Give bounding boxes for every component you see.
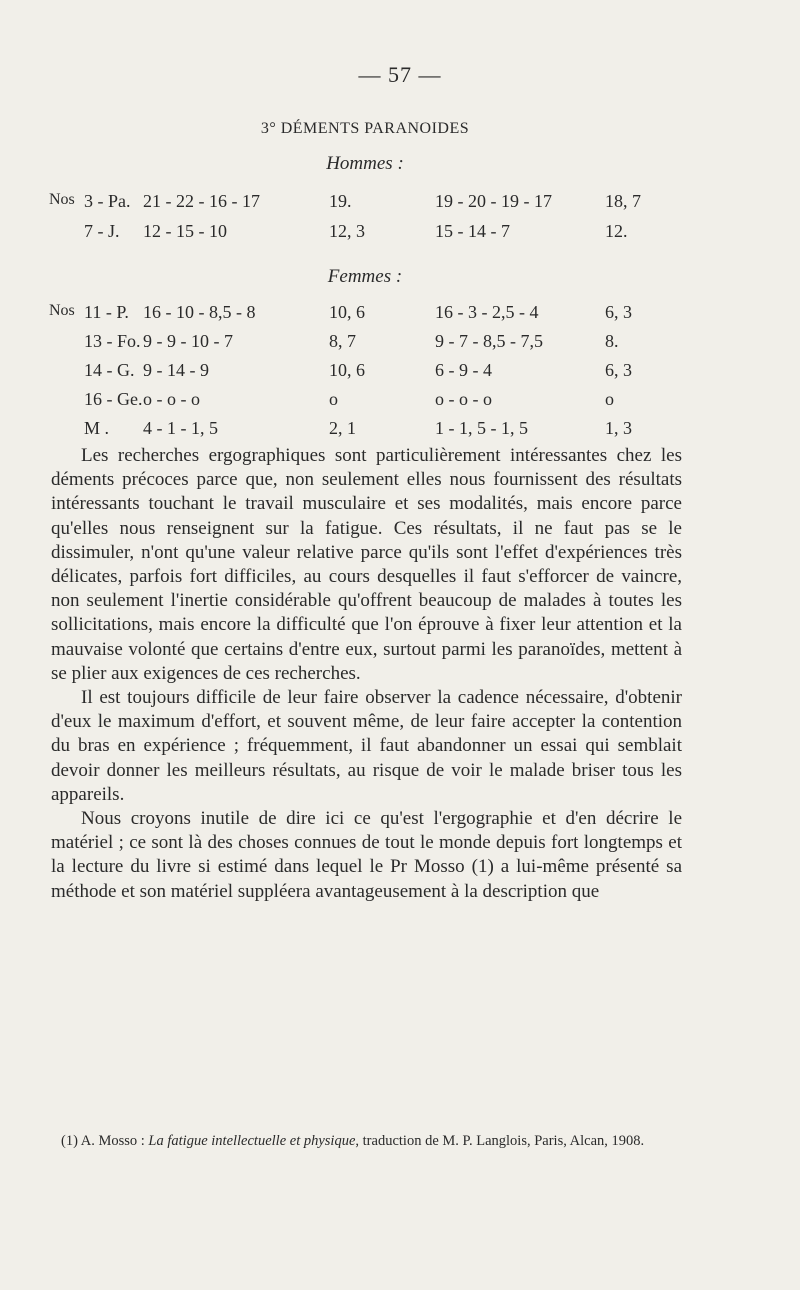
series-1: 9 - 9 - 10 - 7 xyxy=(143,331,233,351)
mean-1: 10, 6 xyxy=(329,302,365,322)
table-row xyxy=(0,302,800,326)
series-1: 4 - 1 - 1, 5 xyxy=(143,418,218,438)
series-2: 15 - 14 - 7 xyxy=(435,221,510,241)
hommes-heading: Hommes : xyxy=(326,153,404,174)
patient-id: 16 - Ge. xyxy=(84,389,143,409)
femmes-heading: Femmes : xyxy=(327,266,403,287)
mean-2: 6, 3 xyxy=(605,360,632,380)
series-1: 9 - 14 - 9 xyxy=(143,360,209,380)
row-prefix: Nos xyxy=(49,191,75,208)
patient-id: M . xyxy=(84,418,110,438)
series-1: 12 - 15 - 10 xyxy=(143,221,227,241)
patient-id: 7 - J. xyxy=(84,221,120,241)
table-row xyxy=(0,418,800,442)
footnote-marker: (1) A. Mosso : xyxy=(61,1133,149,1149)
patient-id: 14 - G. xyxy=(84,360,135,380)
table-row xyxy=(0,331,800,355)
series-2: 6 - 9 - 4 xyxy=(435,360,492,380)
series-1: o - o - o xyxy=(143,389,200,409)
mean-2: 8. xyxy=(605,331,619,351)
section-title: 3° DÉMENTS PARANOIDES xyxy=(260,120,470,137)
paragraph: Les recherches ergographiques sont particulièrement intéressantes chez les déments précoces parce que, non seulement elles nous fournissent des résultats intéressants touchant le travail musculaire et ses modalités, mais encore parce qu'elles nous renseignent sur la fatigue. Ces résultats, il ne faut pas se le dissimuler, n'ont qu'une valeur relative parce qu'ils sont l'effet d'expériences très délicates, parfois fort difficiles, au cours desquelles il faut s'efforcer de vaincre, non seulement l'inertie considérable qu'offrent beaucoup de malades à toutes les sollicitations, mais encore la difficulté que l'on éprouve à fixer leur attention et la mauvaise volonté que certains d'entre eux, surtout parmi les paranoïdes, mettent à se plier aux exigences de ces recherches. xyxy=(51,445,682,684)
mean-2: o xyxy=(605,389,614,409)
mean-1: 19. xyxy=(329,191,352,211)
patient-id: 3 - Pa. xyxy=(84,191,131,211)
page-number: — 57 — xyxy=(358,62,442,87)
footnote-title: La fatigue intellectuelle et physique xyxy=(148,1133,356,1149)
mean-1: 8, 7 xyxy=(329,331,356,351)
table-row xyxy=(0,360,800,384)
patient-id: 11 - P. xyxy=(84,302,129,322)
paragraph: Nous croyons inutile de dire ici ce qu'est l'ergographie et d'en décrire le matériel ; ce sont là des choses connues de tout le monde depuis fort longtemps et la lecture du livre si estimé dans lequel le Pr Mosso (1) a lui-même présenté sa méthode et son matériel suppléera avantageusement à la description que xyxy=(51,808,682,902)
mean-2: 12. xyxy=(605,221,628,241)
series-2: o - o - o xyxy=(435,389,492,409)
mean-2: 6, 3 xyxy=(605,302,632,322)
series-1: 21 - 22 - 16 - 17 xyxy=(143,191,260,211)
series-2: 1 - 1, 5 - 1, 5 xyxy=(435,418,528,438)
patient-id: 13 - Fo. xyxy=(84,331,141,351)
mean-1: o xyxy=(329,389,338,409)
series-2: 16 - 3 - 2,5 - 4 xyxy=(435,302,539,322)
body-text xyxy=(51,444,682,904)
footnote-rest: , traduction de M. P. Langlois, Paris, Alcan, 1908. xyxy=(355,1133,645,1149)
mean-2: 18, 7 xyxy=(605,191,641,211)
paragraph: Il est toujours difficile de leur faire observer la cadence nécessaire, d'obtenir d'eux le maximum d'effort, et souvent même, de leur faire accepter la contention du bras en expérience ; fréquemment, il faut abandonner un essai qui semblait devoir donner les meilleurs résultats, au risque de voir le malade briser tous les appareils. xyxy=(51,687,682,805)
row-prefix: Nos xyxy=(49,302,75,319)
mean-1: 10, 6 xyxy=(329,360,365,380)
table-row xyxy=(0,389,800,413)
series-2: 9 - 7 - 8,5 - 7,5 xyxy=(435,331,543,351)
table-row xyxy=(0,221,800,245)
mean-1: 12, 3 xyxy=(329,221,365,241)
mean-2: 1, 3 xyxy=(605,418,632,438)
series-1: 16 - 10 - 8,5 - 8 xyxy=(143,302,256,322)
table-row xyxy=(0,191,800,215)
mean-1: 2, 1 xyxy=(329,418,356,438)
series-2: 19 - 20 - 19 - 17 xyxy=(435,191,552,211)
footnote xyxy=(51,1131,682,1152)
